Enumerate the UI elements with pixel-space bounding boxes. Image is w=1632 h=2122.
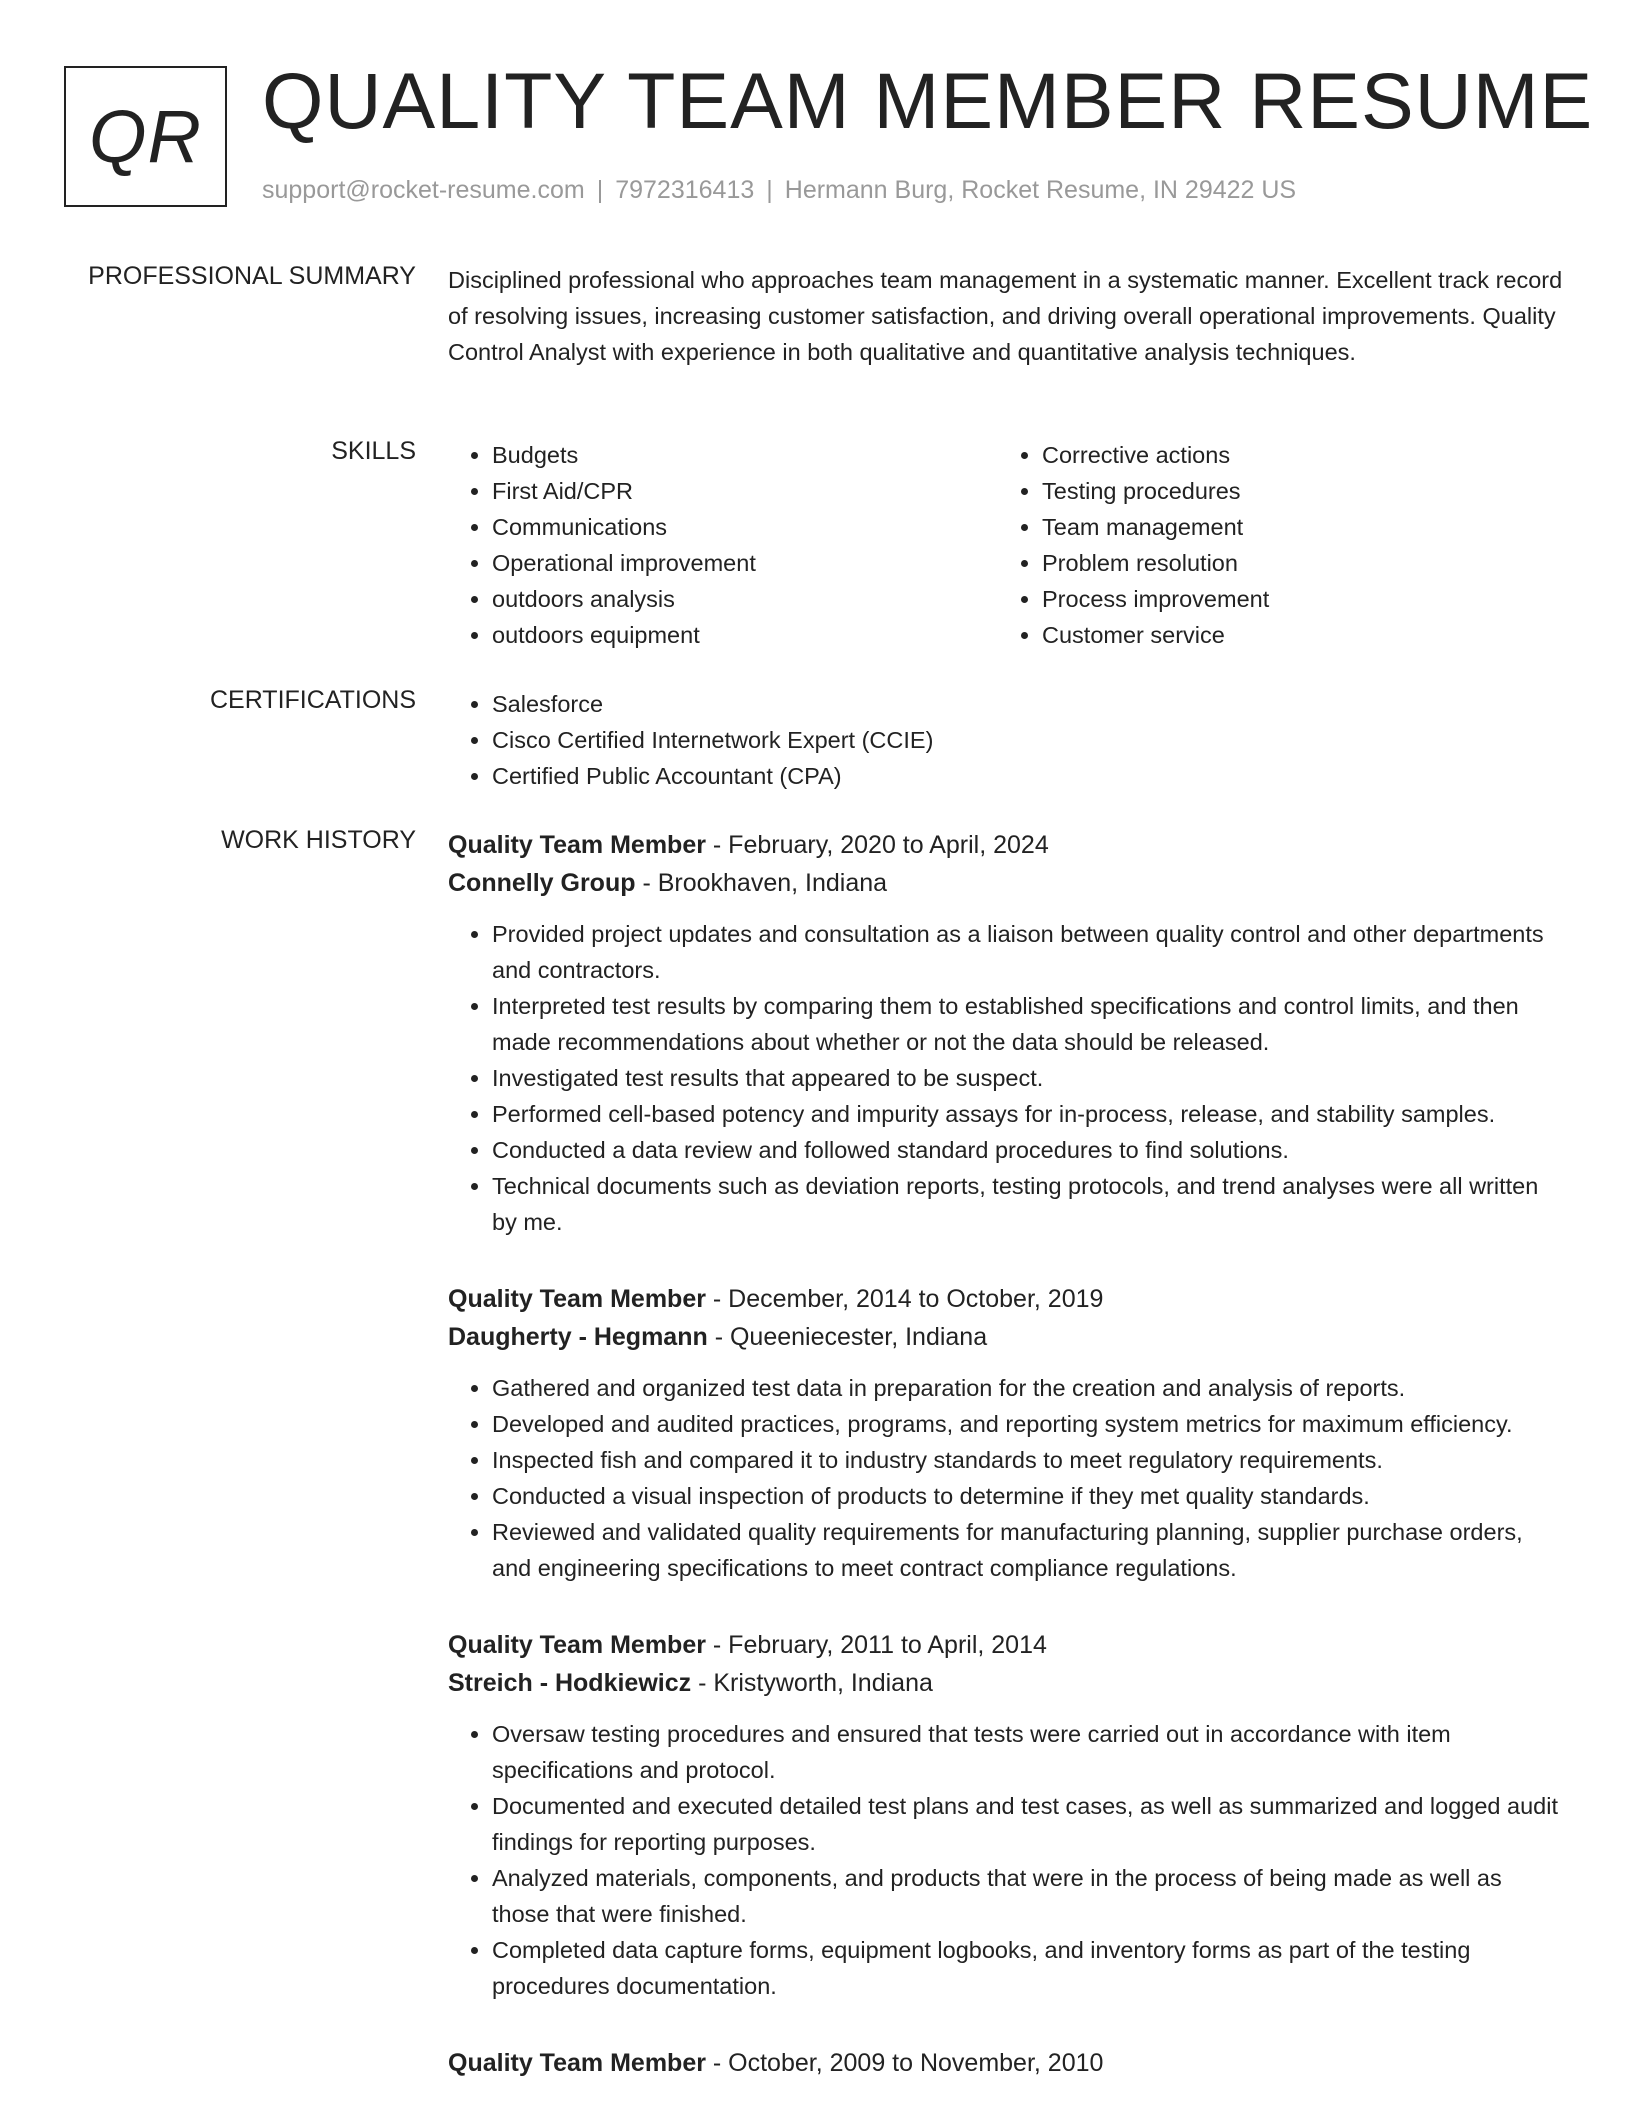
job-dates: - February, 2020 to April, 2024 — [705, 831, 1049, 859]
job-bullet: • Documented and executed detailed test plans and test cases, as well as summarized and logged audit findings for reporting purposes. — [492, 1788, 1564, 1860]
job-dates: - February, 2011 to April, 2014 — [705, 1631, 1047, 1659]
skill-item: • Operational improvement — [492, 545, 1012, 581]
job-bullet: • Developed and audited practices, programs, and reporting system metrics for maximum efficiency. — [492, 1406, 1564, 1442]
skill-item: • Team management — [1042, 509, 1562, 545]
job-title-line — [448, 1626, 1564, 1664]
skill-item: • outdoors equipment — [492, 617, 1012, 653]
contact-phone[interactable]: 7972316413 — [615, 176, 755, 204]
skill-item: • Corrective actions — [1042, 437, 1562, 473]
job-bullet: • Conducted a visual inspection of products to determine if they met quality standards. — [492, 1478, 1564, 1514]
page-title: QUALITY TEAM MEMBER RESUME — [262, 56, 1594, 145]
contact-separator: | — [596, 176, 604, 204]
job-bullets — [448, 916, 1564, 1240]
job-bullet: • Interpreted test results by comparing them to established specifications and control limits, and then made recommendations about whether or not the data should be released. — [492, 988, 1564, 1060]
certifications-list — [448, 686, 1564, 794]
job-title-line — [448, 1280, 1564, 1318]
summary-label: PROFESSIONAL SUMMARY — [88, 262, 416, 290]
contact-address: Hermann Burg, Rocket Resume, IN 29422 US — [784, 176, 1297, 204]
job-title-line — [448, 826, 1564, 864]
job-dates: - October, 2009 to November, 2010 — [705, 2049, 1104, 2077]
job-title: Quality Team Member — [448, 1285, 706, 1313]
job-bullet: • Conducted a data review and followed standard procedures to find solutions. — [492, 1132, 1564, 1168]
job-company: Connelly Group — [448, 869, 636, 897]
job-title-line — [448, 2044, 1564, 2082]
job-bullet: • Completed data capture forms, equipment logbooks, and inventory forms as part of the testing procedures documentation. — [492, 1932, 1564, 2004]
job-entry — [448, 1280, 1564, 1586]
certification-item: • Salesforce — [492, 686, 1564, 722]
job-entry — [448, 826, 1564, 1240]
job-bullet: • Investigated test results that appeared to be suspect. — [492, 1060, 1564, 1096]
work-history-list — [448, 826, 1564, 2122]
job-company: Streich - Hodkiewicz — [448, 1669, 692, 1697]
skills-label: SKILLS — [331, 437, 416, 465]
job-bullet: • Technical documents such as deviation reports, testing protocols, and trend analyses were all written by me. — [492, 1168, 1564, 1240]
monogram-logo: QR — [64, 66, 227, 207]
job-location: - Kristyworth, Indiana — [691, 1669, 933, 1697]
certifications-label: CERTIFICATIONS — [209, 686, 416, 714]
job-title: Quality Team Member — [448, 1631, 706, 1659]
skill-item: • First Aid/CPR — [492, 473, 1012, 509]
job-location: - Queeniecester, Indiana — [707, 1323, 988, 1351]
job-bullet: • Inspected fish and compared it to industry standards to meet regulatory requirements. — [492, 1442, 1564, 1478]
skills-list — [448, 437, 1564, 653]
certification-item: • Certified Public Accountant (CPA) — [492, 758, 1564, 794]
work-history-label: WORK HISTORY — [221, 826, 416, 854]
job-bullet: • Performed cell-based potency and impurity assays for in-process, release, and stability samples. — [492, 1096, 1564, 1132]
job-bullet: • Oversaw testing procedures and ensured that tests were carried out in accordance with item specifications and protocol. — [492, 1716, 1564, 1788]
job-bullet: • Analyzed materials, components, and products that were in the process of being made as well as those that were finished. — [492, 1860, 1564, 1932]
job-entry — [448, 1626, 1564, 2004]
job-bullets — [448, 1370, 1564, 1586]
job-bullet: • Reviewed and validated quality requirements for manufacturing planning, supplier purchase orders, and engineering specifications to meet contract compliance regulations. — [492, 1514, 1564, 1586]
skills-section — [0, 437, 1632, 653]
job-bullets — [448, 1716, 1564, 2004]
job-company-line — [448, 864, 1564, 902]
skills-column-2 — [998, 437, 1562, 653]
skill-item: • Process improvement — [1042, 581, 1562, 617]
job-title: Quality Team Member — [448, 831, 706, 859]
contact-line — [262, 176, 1296, 205]
skill-item: • Testing procedures — [1042, 473, 1562, 509]
contact-separator: | — [766, 176, 773, 204]
job-bullet: • Provided project updates and consultation as a liaison between quality control and other departments and contractors. — [492, 916, 1564, 988]
job-company: Daugherty - Hegmann — [448, 1323, 708, 1351]
job-location: - Brookhaven, Indiana — [635, 869, 888, 897]
job-company-line — [448, 1318, 1564, 1356]
contact-email[interactable]: support@rocket-resume.com — [262, 176, 585, 204]
summary-text: Disciplined professional who approaches team management in a systematic manner. Excellent track record of resolving issues, increasing customer satisfaction, and driving overall operational improvements. Quality Control Analyst with experience in both qualitative and quantitative analysis techniques. — [448, 267, 1563, 365]
skill-item: • Customer service — [1042, 617, 1562, 653]
job-entry — [448, 2044, 1564, 2082]
skill-item: • Problem resolution — [1042, 545, 1562, 581]
job-company-line — [448, 1664, 1564, 1702]
certification-item: • Cisco Certified Internetwork Expert (CCIE) — [492, 722, 1564, 758]
skill-item: • outdoors analysis — [492, 581, 1012, 617]
skills-column-1 — [448, 437, 1012, 653]
skill-item: • Communications — [492, 509, 1012, 545]
job-dates: - December, 2014 to October, 2019 — [705, 1285, 1104, 1313]
job-bullet: • Gathered and organized test data in preparation for the creation and analysis of reports. — [492, 1370, 1564, 1406]
skill-item: • Budgets — [492, 437, 1012, 473]
job-title: Quality Team Member — [448, 2049, 706, 2077]
